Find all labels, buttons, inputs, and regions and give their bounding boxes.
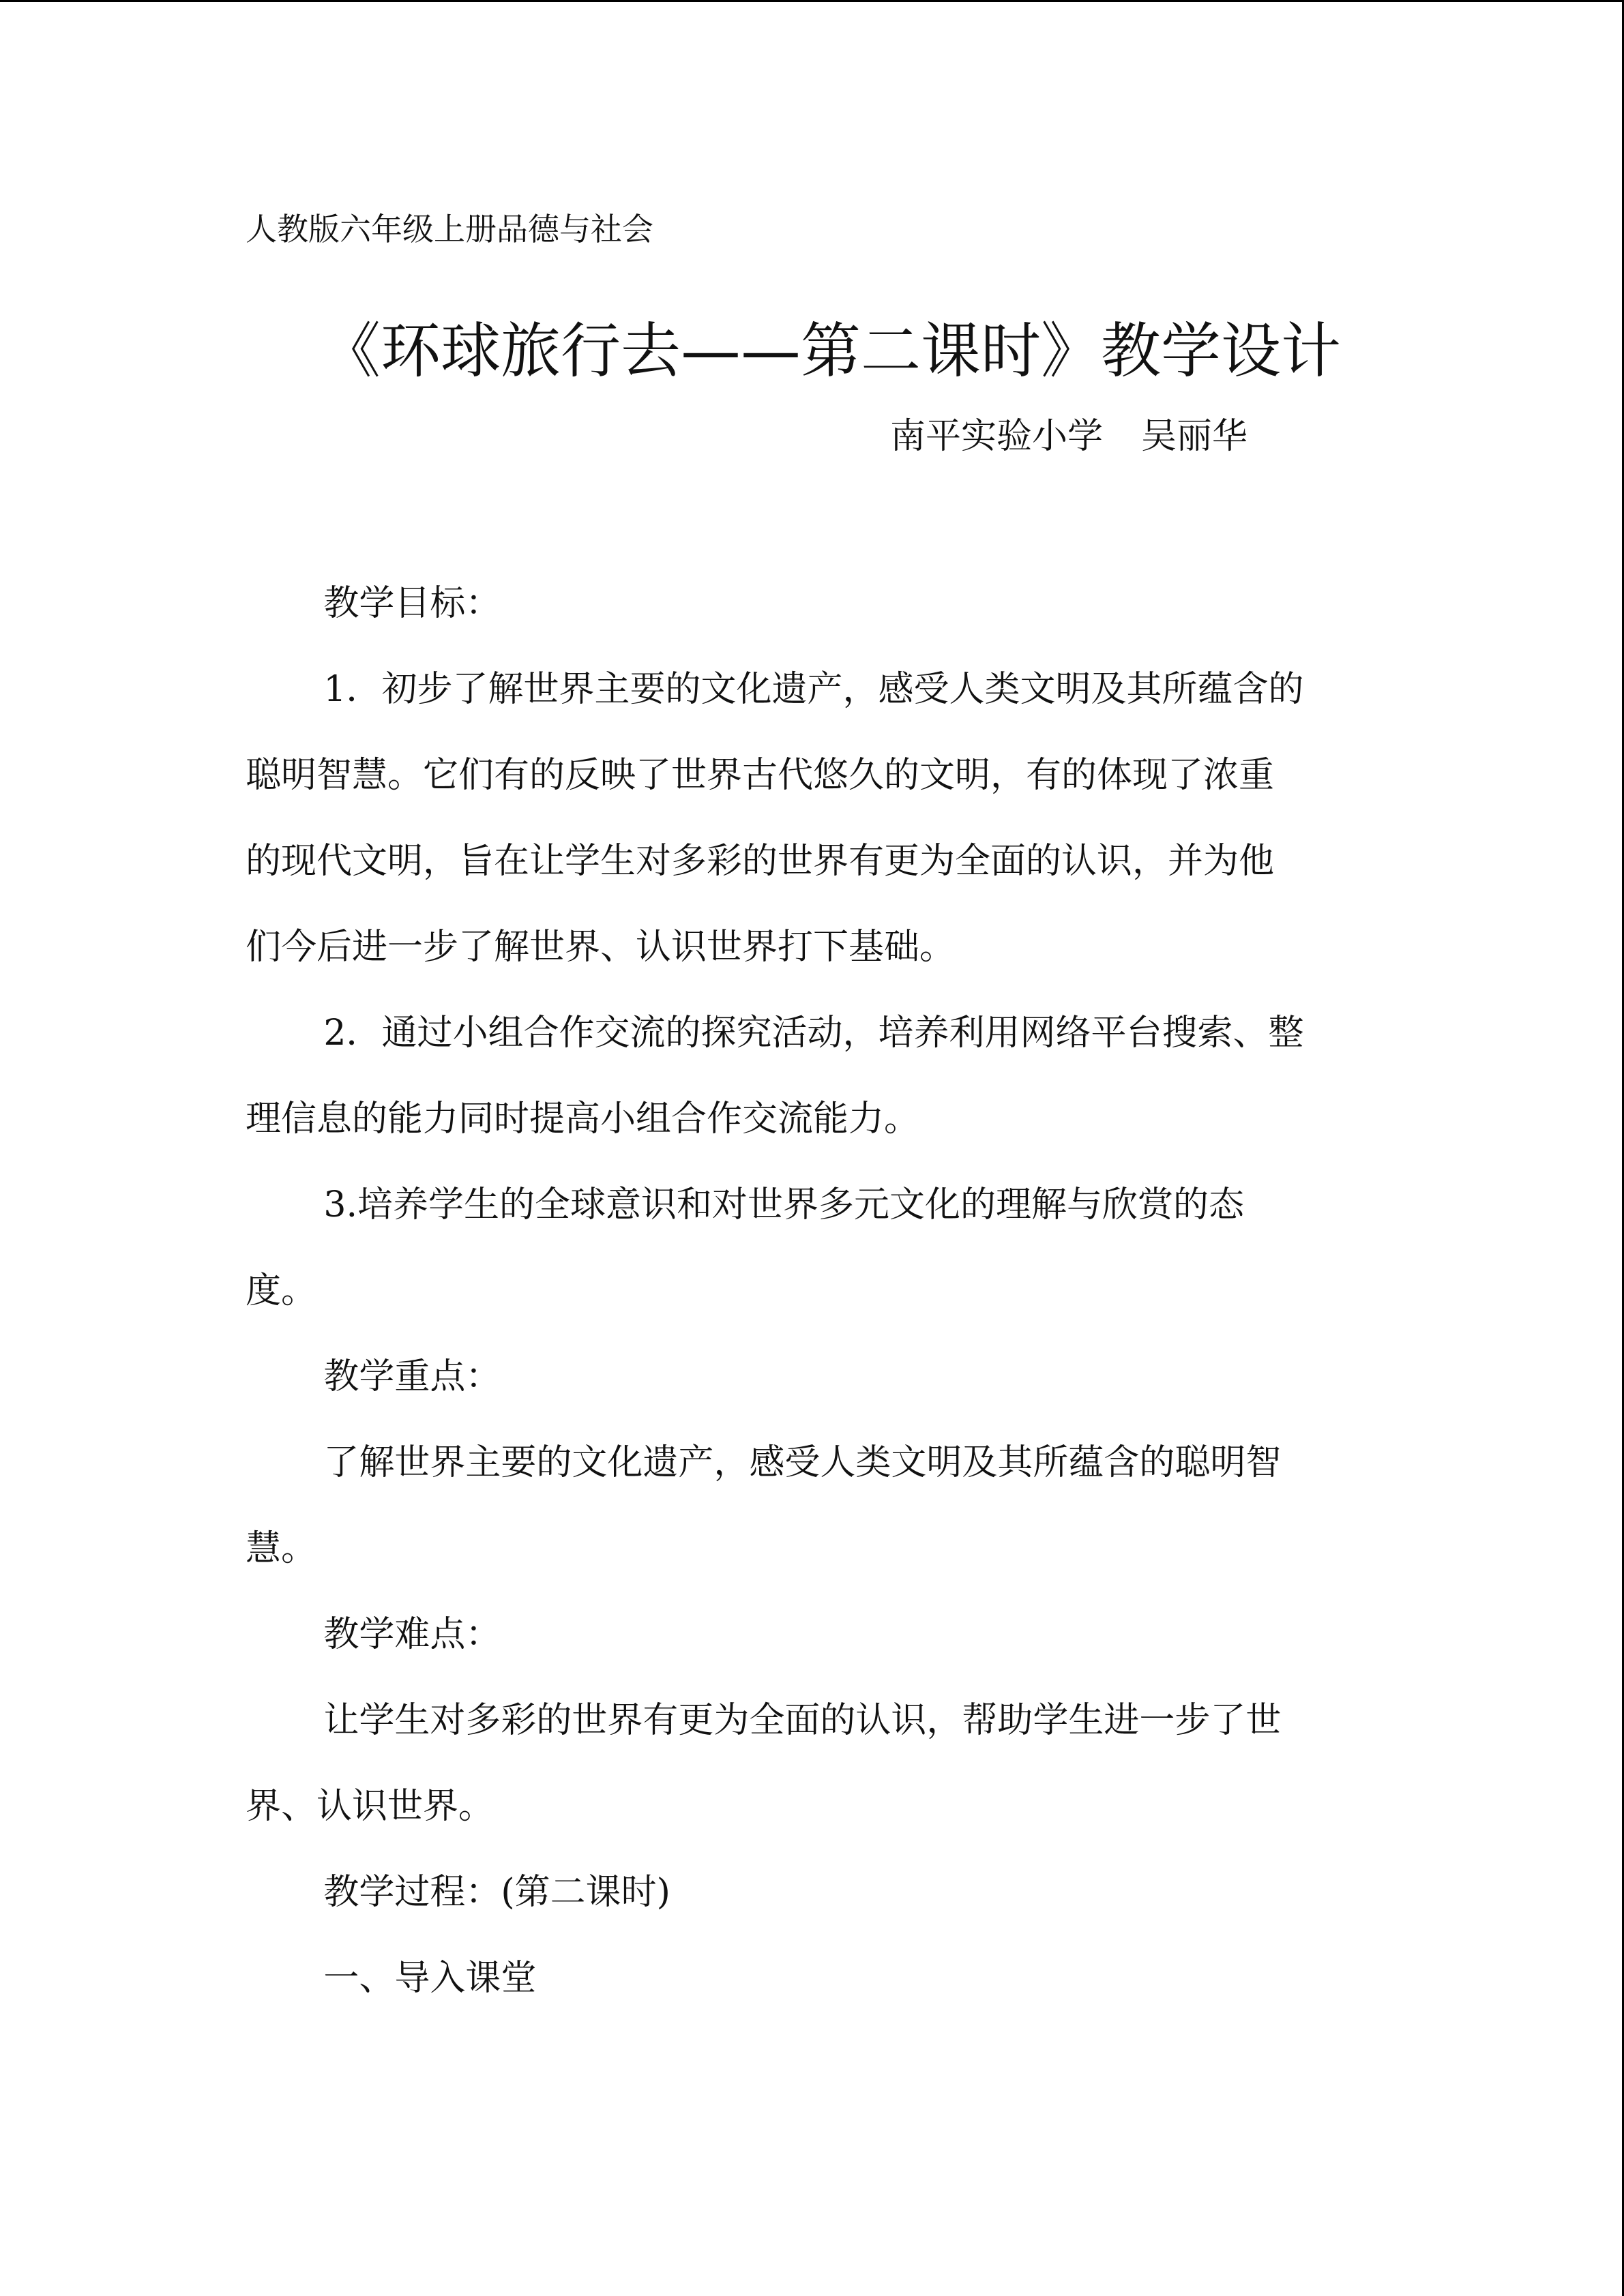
- objective-2-line-1: 2．通过小组合作交流的探究活动，培养利用网络平台搜索、整: [323, 1013, 1304, 1054]
- key-points-line-2: 慧。: [246, 1528, 317, 1569]
- document-body: [246, 561, 1378, 2021]
- document-title: 《环球旅行去——第二课时》教学设计: [321, 316, 1342, 386]
- objectives-heading: 教学目标：: [323, 583, 501, 624]
- key-points-line-1: 了解世界主要的文化遗产，感受人类文明及其所蕴含的聪明智: [323, 1442, 1282, 1483]
- page-border-top: [0, 0, 1624, 2]
- document-author: [890, 409, 1247, 464]
- objective-3-line-1: 3.培养学生的全球意识和对世界多元文化的理解与欣赏的态: [323, 1184, 1245, 1225]
- difficulties-line-2: 界、认识世界。: [246, 1786, 494, 1827]
- objective-1-line-3: 的现代文明，旨在让学生对多彩的世界有更为全面的认识，并为他: [246, 841, 1275, 882]
- key-points-heading: 教学重点：: [323, 1356, 501, 1397]
- objective-1-line-1: 1．初步了解世界主要的文化遗产，感受人类文明及其所蕴含的: [323, 669, 1304, 710]
- author-school: 南平实验小学: [890, 416, 1104, 457]
- objective-1-line-4: 们今后进一步了解世界、认识世界打下基础。: [246, 927, 956, 968]
- objective-2-line-2: 理信息的能力同时提高小组合作交流能力。: [246, 1099, 920, 1139]
- objective-1-line-2: 聪明智慧。它们有的反映了世界古代悠久的文明，有的体现了浓重: [246, 755, 1275, 796]
- author-name: 吴丽华: [1141, 416, 1248, 457]
- process-heading: 教学过程：(第二课时): [323, 1872, 670, 1913]
- difficulties-line-1: 让学生对多彩的世界有更为全面的认识，帮助学生进一步了世: [323, 1700, 1282, 1741]
- document-header: 人教版六年级上册品德与社会: [246, 211, 653, 248]
- step-1-heading: 一、导入课堂: [323, 1958, 537, 1999]
- objective-3-line-2: 度。: [246, 1270, 317, 1311]
- difficulties-heading: 教学难点：: [323, 1614, 501, 1655]
